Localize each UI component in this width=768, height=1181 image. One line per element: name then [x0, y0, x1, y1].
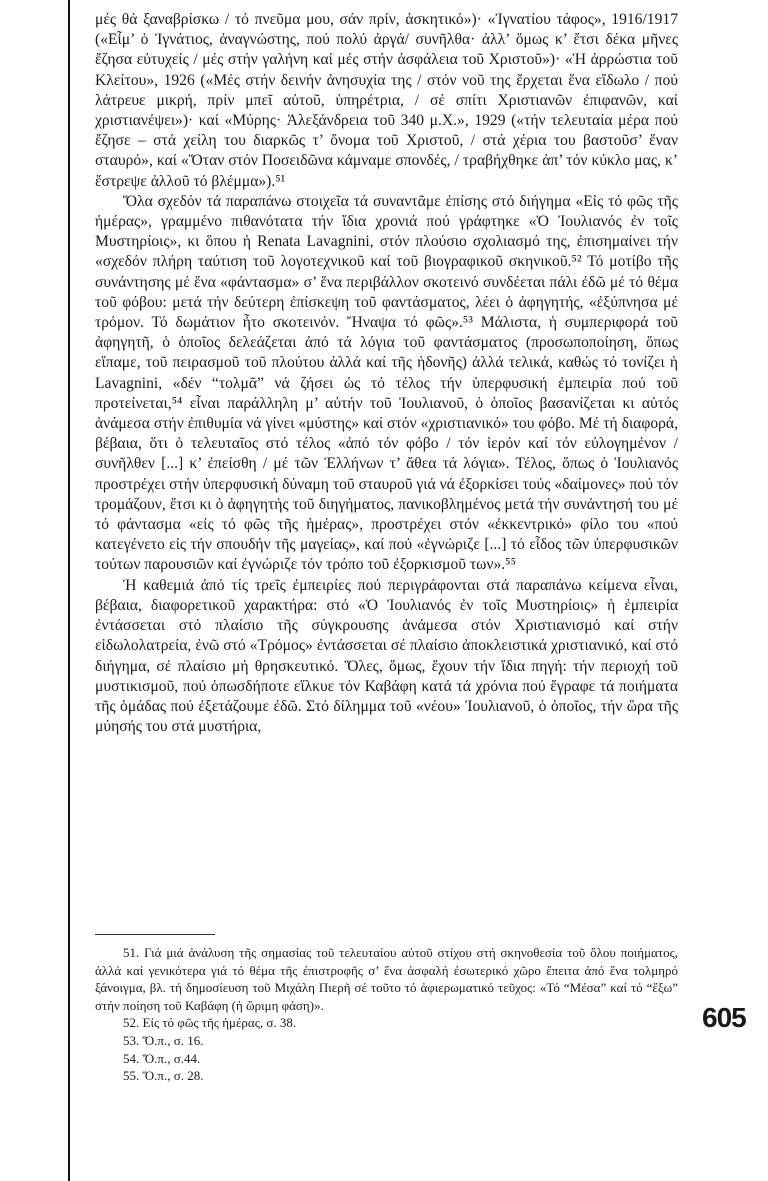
- footnotes: [95, 944, 678, 1085]
- binding-edge-line: [68, 0, 70, 1181]
- body-paragraph-1: μές θά ξαναβρίσκω / τό πνεῦμα μου, σάν πρίν, ἀσκητικό»)· «Ἰγνατίου τάφος», 1916/1917 («Εἶμ’ ὁ Ἰγνάτιος, ἀναγνώστης, πού πολύ ἀργά/ συνῆλθα· ἀλλ’ ὅμως κ’ ἔτσι δέκα μῆνες ἔζησα εὐτυχείς / μές στήν γαλήνη καί μές στήν ἀσφάλεια τοῦ Χριστοῦ»)· «Ἡ ἀρρώστια τοῦ Κλείτου», 1926 («Μές στήν δεινήν ἀνησυχία της / στόν νοῦ της ἔρχεται ἕνα εἴδωλο / πού λάτρευε μικρή, πρίν μπεῖ αὐτοῦ, ὑπηρέτρια, / σέ σπίτι Χριστιανῶν ἐπιφανῶν, καί χριστιανέψει»)· καί «Μύρης· Ἀλεξάνδρεια τοῦ 340 μ.Χ.», 1929 («τήν τελευταία μέρα πού ἔζησε – στά χείλη του διαρκῶς τ’ ὄνομα τοῦ Χριστοῦ, / στά χέρια του βαστοῦσ’ ἕναν σταυρό», καί «Ὅταν στόν Ποσειδῶνα κάμναμε σπονδές, / τραβήχθηκε ἀπ’ τόν κύκλο μας, κ’ ἔστρεψε ἀλλοῦ τό βλέμμα»).⁵¹: [95, 11, 678, 190]
- body-paragraph-3: Ἡ καθεμιά ἀπό τίς τρεῖς ἐμπειρίες πού περιγράφονται στά παραπάνω κείμενα εἶναι, βέβαια, διαφορετικοῦ χαρακτήρα: στό «Ὁ Ἰουλιανός ἐν τοῖς Μυστηρίοις» ἡ ἐμπειρία ἐντάσσεται στό πλαίσιο τῆς σύγκρουσης ἀνάμεσα στόν Χριστιανισμό καί στήν εἰδωλολατρεία, ἐνῶ στό «Τρόμος» ἐντάσσεται σέ πλαίσιο ἀποκλειστικά χριστιανικό, καί στό διήγημα, σέ πλαίσιο μή θρησκευτικό. Ὅλες, ὅμως, ἔχουν τήν ἴδια πηγή: τήν περιοχή τοῦ μυστικισμοῦ, πού ὁπωσδήποτε εἵλκυε τόν Καβάφη κατά τά χρόνια πού ἔγραφε τά ποιήματα τῆς ὁμάδας πού ἐξετάζουμε ἐδῶ. Στό δίλημμα τοῦ «νέου» Ἰουλιανοῦ, ὁ ὁποῖος, τήν ὥρα τῆς μύησής του στά μυστήρια,: [95, 576, 678, 736]
- footnote-55: 55. Ὅ.π., σ. 28.: [123, 1068, 204, 1084]
- footnote-53: 53. Ὅ.π., σ. 16.: [123, 1032, 204, 1048]
- footnote-separator: [95, 934, 215, 935]
- body-paragraph-2: Ὅλα σχεδόν τά παραπάνω στοιχεῖα τά συναντᾶμε ἐπίσης στό διήγημα «Εἰς τό φῶς τῆς ἡμέρας», γραμμένο πιθανότατα τήν ἴδια χρονιά πού γράφτηκε «Ὁ Ἰουλιανός ἐν τοῖς Μυστηρίοις», κι ὅπου ἡ Renata Lavagnini, στόν πλούσιο σχολιασμό της, ἐπισημαίνει τήν «σχεδόν πλήρη ταύτιση τοῦ λογοτεχνικοῦ καί τοῦ βιογραφικοῦ σκηνικοῦ.⁵² Τό μοτίβο τῆς συνάντησης μέ ἕνα «φάντασμα» σ’ ἕνα περιβάλλον σκοτεινό συνδέεται πάλι ἐδῶ μέ τό θέμα τοῦ φόβου: μετά τήν δεύτερη ἐπίσκεψη τοῦ φαντάσματος, λέει ὁ ἀφηγητής, «ἐξύπνησα μέ τρόμον. Τό δωμάτιον ἦτο σκοτεινόν. Ἤναψα τό φῶς».⁵³ Μάλιστα, ἡ συμπεριφορά τοῦ ἀφηγητῆ, ὁ ὁποῖος δελεάζεται ἀπό τά λόγια τοῦ φαντάσματος (προσωποποίηση, ὅπως εἴπαμε, τοῦ πειρασμοῦ τοῦ πλούτου ἀλλά καί τῆς ἡδονῆς) ἀλλά τελικά, καθώς τό τονίζει ἡ Lavagnini, «δέν “τολμᾶ” νά ζήσει ὡς τό τέλος τήν ὑπερφυσική ἐμπειρία πού τοῦ προτείνεται,⁵⁴ εἶναι παράλληλη μ’ αὐτήν τοῦ Ἰουλιανοῦ, ὁ ὁποῖος βασανίζεται κι αὐτός ἀνάμεσα στήν ἐπιθυμία νά γίνει «μύστης» καί στόν «χριστιανικό» του φόβο. Μέ τή διαφορά, βέβαια, ὅτι ὁ τελευταῖος στό τέλος «ἀπό τόν φόβο / τόν ἱερόν καί τόν εὐλογημένον / συνῆλθεν [...] κ’ ἐπείσθη / μέ τῶν Ἑλλήνων τ’ ἄθεα τά λόγια». Τέλος, ὅπως ὁ Ἰουλιανός προστρέχει στήν ὑπερφυσική δύναμη τοῦ σταυροῦ γιά νά ἐξορκίσει τούς «δαίμονες» πού τόν τρομάζουν, ἔτσι κι ὁ ἀφηγητής τοῦ διηγήματος, πανικοβλημένος μετά τήν συνάντησή του μέ τό φάντασμα «εἰς τό φῶς τῆς ἡμέρας», προστρέχει στόν «ἐκκεντρικό» φίλο του «πού κατεγένετο εἰς τήν σπουδήν τῆς μαγείας», καί πού «ἐγνώριζε [...] τό εἶδος τῶν ὑπερφυσικῶν τούτων παρουσιῶν καί ἐγνώριζε τόν τρόπο τοῦ ἐξορκισμοῦ των».⁵⁵: [95, 192, 678, 574]
- footnote-54: 54. Ὅ.π., σ.44.: [123, 1050, 201, 1066]
- footnote-51: 51. Γιά μιά ἀνάλυση τῆς σημασίας τοῦ τελευταίου αὐτοῦ στίχου στή σκηνοθεσία τοῦ ὅλου ποιήματος, ἀλλά καί γενικότερα γιά τό θέμα τῆς ἐπιστροφῆς σ’ ἕνα ἀσφαλή ἐσωτερικό χῶρο ἔπειτα ἀπό ἕνα τολμηρό ξάνοιγμα, βλ. τή δημοσίευση τοῦ Μιχάλη Πιερῆ σέ τοῦτο τό ἀφιερωματικό τεῦχος: «Τό “Μέσα” καί τό “ἔξω” στήν ποίηση τοῦ Καβάφη (ἡ ὥριμη φάση)».: [95, 945, 678, 1013]
- main-text: [95, 10, 678, 737]
- footnote-52: 52. Εἰς τό φῶς τῆς ἡμέρας, σ. 38.: [123, 1015, 297, 1031]
- page-number: 605: [702, 1002, 746, 1033]
